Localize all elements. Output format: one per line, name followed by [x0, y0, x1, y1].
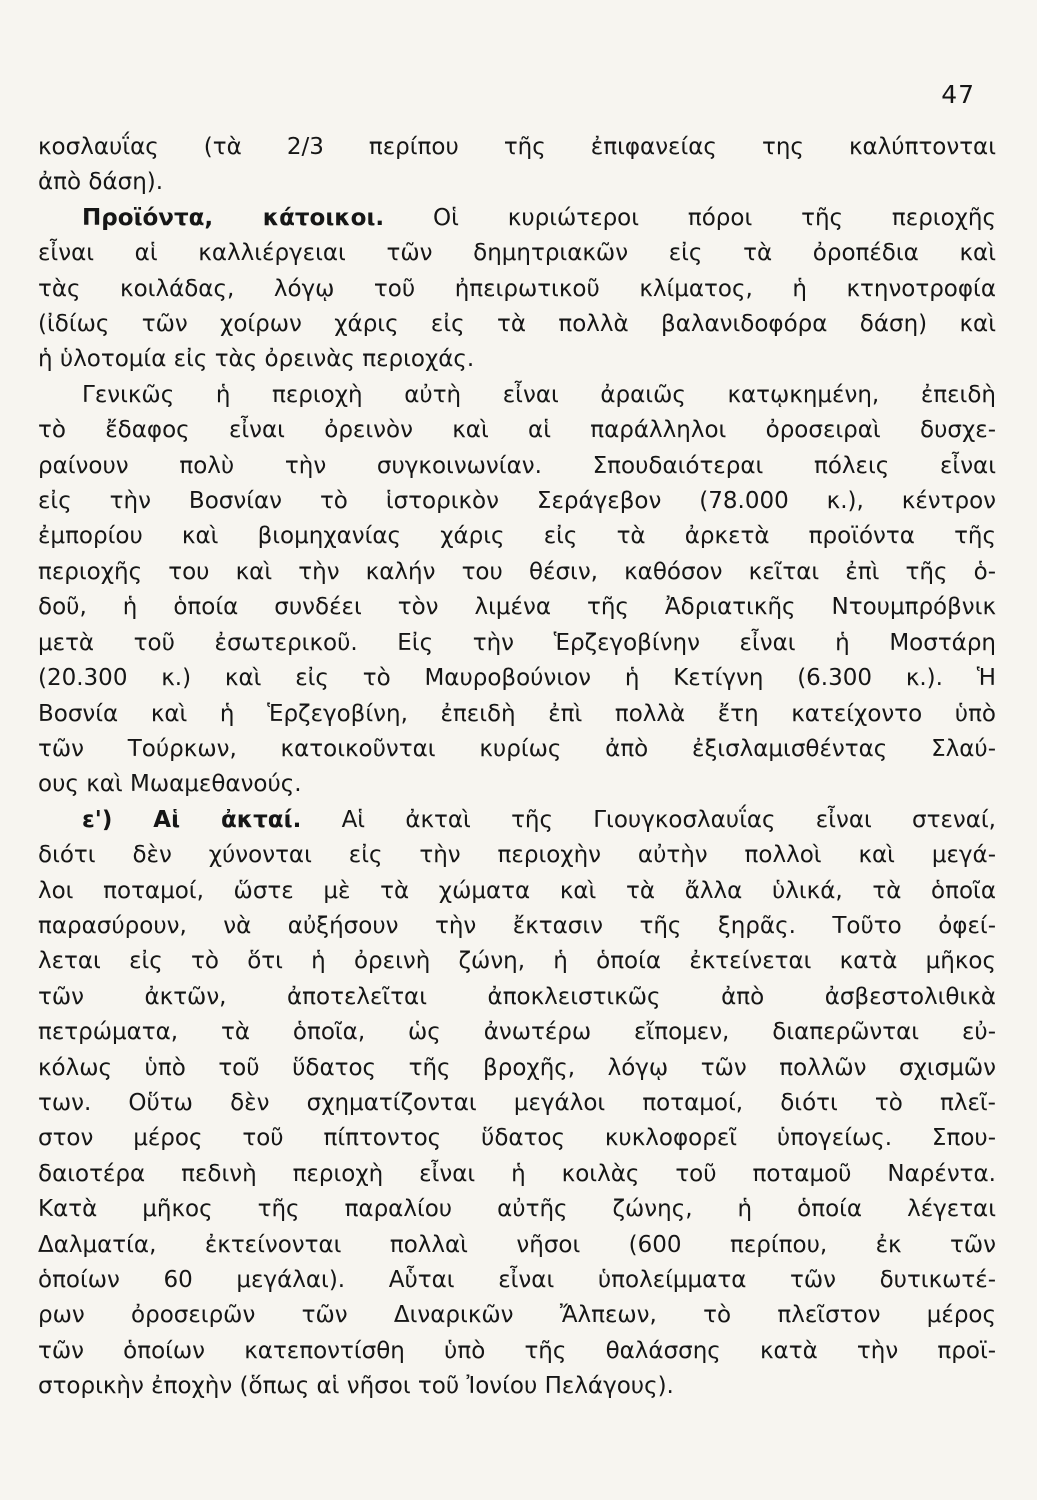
text-run: Οἱ κυριώτεροι πόροι τῆς περιοχῆς	[433, 204, 996, 231]
text-line: τῶν Τούρκων, κατοικοῦνται κυρίως ἀπὸ ἐξισλαμισθέντας Σλαύ-	[38, 735, 996, 762]
text-run: Αἱ ἀκταὶ τῆς Γιουγκοσλαυΐας εἶναι στεναί,	[341, 806, 996, 833]
text-line: στορικὴν ἐποχὴν (ὅπως αἱ νῆσοι τοῦ Ἰονίου Πελάγους).	[38, 1373, 674, 1400]
text-line: εἰς τὴν Βοσνίαν τὸ ἱστορικὸν Σεράγεβον (78.000 κ.), κέντρον	[38, 488, 996, 515]
text-line: κοσλαυΐας (τὰ 2/3 περίπου τῆς ἐπιφανείας της καλύπτονται	[38, 134, 996, 160]
section-heading: Προϊόντα, κάτοικοι.	[82, 204, 385, 231]
page-number: 47	[941, 80, 975, 109]
text-line: (20.300 κ.) καὶ εἰς τὸ Μαυροβούνιον ἡ Κετίγνη (6.300 κ.). Ἡ	[38, 665, 996, 692]
text-line: πετρώματα, τὰ ὁποῖα, ὡς ἀνωτέρω εἴπομεν, διαπερῶνται εὐ-	[38, 1019, 996, 1046]
text-line: των. Οὕτω δὲν σχηματίζονται μεγάλοι ποταμοί, διότι τὸ πλεῖ-	[38, 1089, 996, 1116]
text-line: ὁποίων 60 μεγάλαι). Αὗται εἶναι ὑπολείμματα τῶν δυτικωτέ-	[38, 1267, 996, 1293]
section-heading: ε') Αἱ ἀκταί.	[82, 806, 302, 833]
text-line: ἡ ὑλοτομία εἰς τὰς ὀρεινὰς περιοχάς.	[38, 346, 475, 373]
body-text	[38, 130, 996, 1405]
text-line: Βοσνία καὶ ἡ Ἑρζεγοβίνη, ἐπειδὴ ἐπὶ πολλὰ ἔτη κατείχοντο ὑπὸ	[38, 700, 996, 727]
text-line: δοῦ, ἡ ὁποία συνδέει τὸν λιμένα τῆς Ἀδριατικῆς Ντουμπρόβνικ	[38, 594, 996, 621]
text-line: περιοχῆς του καὶ τὴν καλήν του θέσιν, καθόσον κεῖται ἐπὶ τῆς ὁ-	[38, 558, 996, 585]
text-line: τὰς κοιλάδας, λόγῳ τοῦ ἠπειρωτικοῦ κλίματος, ἡ κτηνοτροφία	[38, 275, 996, 302]
text-line: εἶναι αἱ καλλιέργειαι τῶν δημητριακῶν εἰς τὰ ὀροπέδια καὶ	[38, 240, 996, 267]
text-line: (ἰδίως τῶν χοίρων χάρις εἰς τὰ πολλὰ βαλανιδοφόρα δάση) καὶ	[38, 311, 996, 338]
paragraph-first-line	[38, 201, 996, 236]
text-line: στον μέρος τοῦ πίπτοντος ὕδατος κυκλοφορεῖ ὑπογείως. Σπου-	[38, 1125, 996, 1152]
text-line: διότι δὲν χύνονται εἰς τὴν περιοχὴν αὐτὴν πολλοὶ καὶ μεγά-	[38, 842, 996, 869]
text-line: Δαλματία, ἐκτείνονται πολλαὶ νῆσοι (600 περίπου, ἐκ τῶν	[38, 1231, 996, 1258]
text-line: τὸ ἔδαφος εἶναι ὀρεινὸν καὶ αἱ παράλληλοι ὀροσειραὶ δυσχε-	[38, 417, 996, 444]
text-line: τῶν ὁποίων κατεποντίσθη ὑπὸ τῆς θαλάσσης κατὰ τὴν προϊ-	[38, 1337, 996, 1364]
text-line: ἐμπορίου καὶ βιομηχανίας χάρις εἰς τὰ ἀρκετὰ προϊόντα τῆς	[38, 523, 996, 550]
text-line: Γενικῶς ἡ περιοχὴ αὐτὴ εἶναι ἀραιῶς κατῳκημένη, ἐπειδὴ	[82, 381, 996, 408]
text-line: κόλως ὑπὸ τοῦ ὕδατος τῆς βροχῆς, λόγῳ τῶν πολλῶν σχισμῶν	[38, 1054, 996, 1081]
paragraph-first-line	[38, 803, 996, 838]
text-line: λεται εἰς τὸ ὅτι ἡ ὀρεινὴ ζώνη, ἡ ὁποία ἐκτείνεται κατὰ μῆκος	[38, 948, 996, 975]
text-line: μετὰ τοῦ ἐσωτερικοῦ. Εἰς τὴν Ἑρζεγοβίνην εἶναι ἡ Μοστάρη	[38, 629, 996, 656]
text-line: ρων ὀροσειρῶν τῶν Διναρικῶν Ἄλπεων, τὸ πλεῖστον μέρος	[38, 1302, 996, 1329]
text-line: παρασύρουν, νὰ αὐξήσουν τὴν ἔκτασιν τῆς ξηρᾶς. Τοῦτο ὀφεί-	[38, 912, 996, 939]
text-line: ους καὶ Μωαμεθανούς.	[38, 771, 302, 798]
text-line: ραίνουν πολὺ τὴν συγκοινωνίαν. Σπουδαιότεραι πόλεις εἶναι	[38, 452, 996, 479]
text-line: τῶν ἀκτῶν, ἀποτελεῖται ἀποκλειστικῶς ἀπὸ ἀσβεστολιθικὰ	[38, 983, 996, 1010]
text-line: λοι ποταμοί, ὥστε μὲ τὰ χώματα καὶ τὰ ἄλλα ὑλικά, τὰ ὁποῖα	[38, 877, 996, 904]
text-line: ἀπὸ δάση).	[38, 169, 164, 196]
text-line: Κατὰ μῆκος τῆς παραλίου αὐτῆς ζώνης, ἡ ὁποία λέγεται	[38, 1196, 996, 1223]
text-line: δαιοτέρα πεδινὴ περιοχὴ εἶναι ἡ κοιλὰς τοῦ ποταμοῦ Ναρέντα.	[38, 1160, 996, 1187]
